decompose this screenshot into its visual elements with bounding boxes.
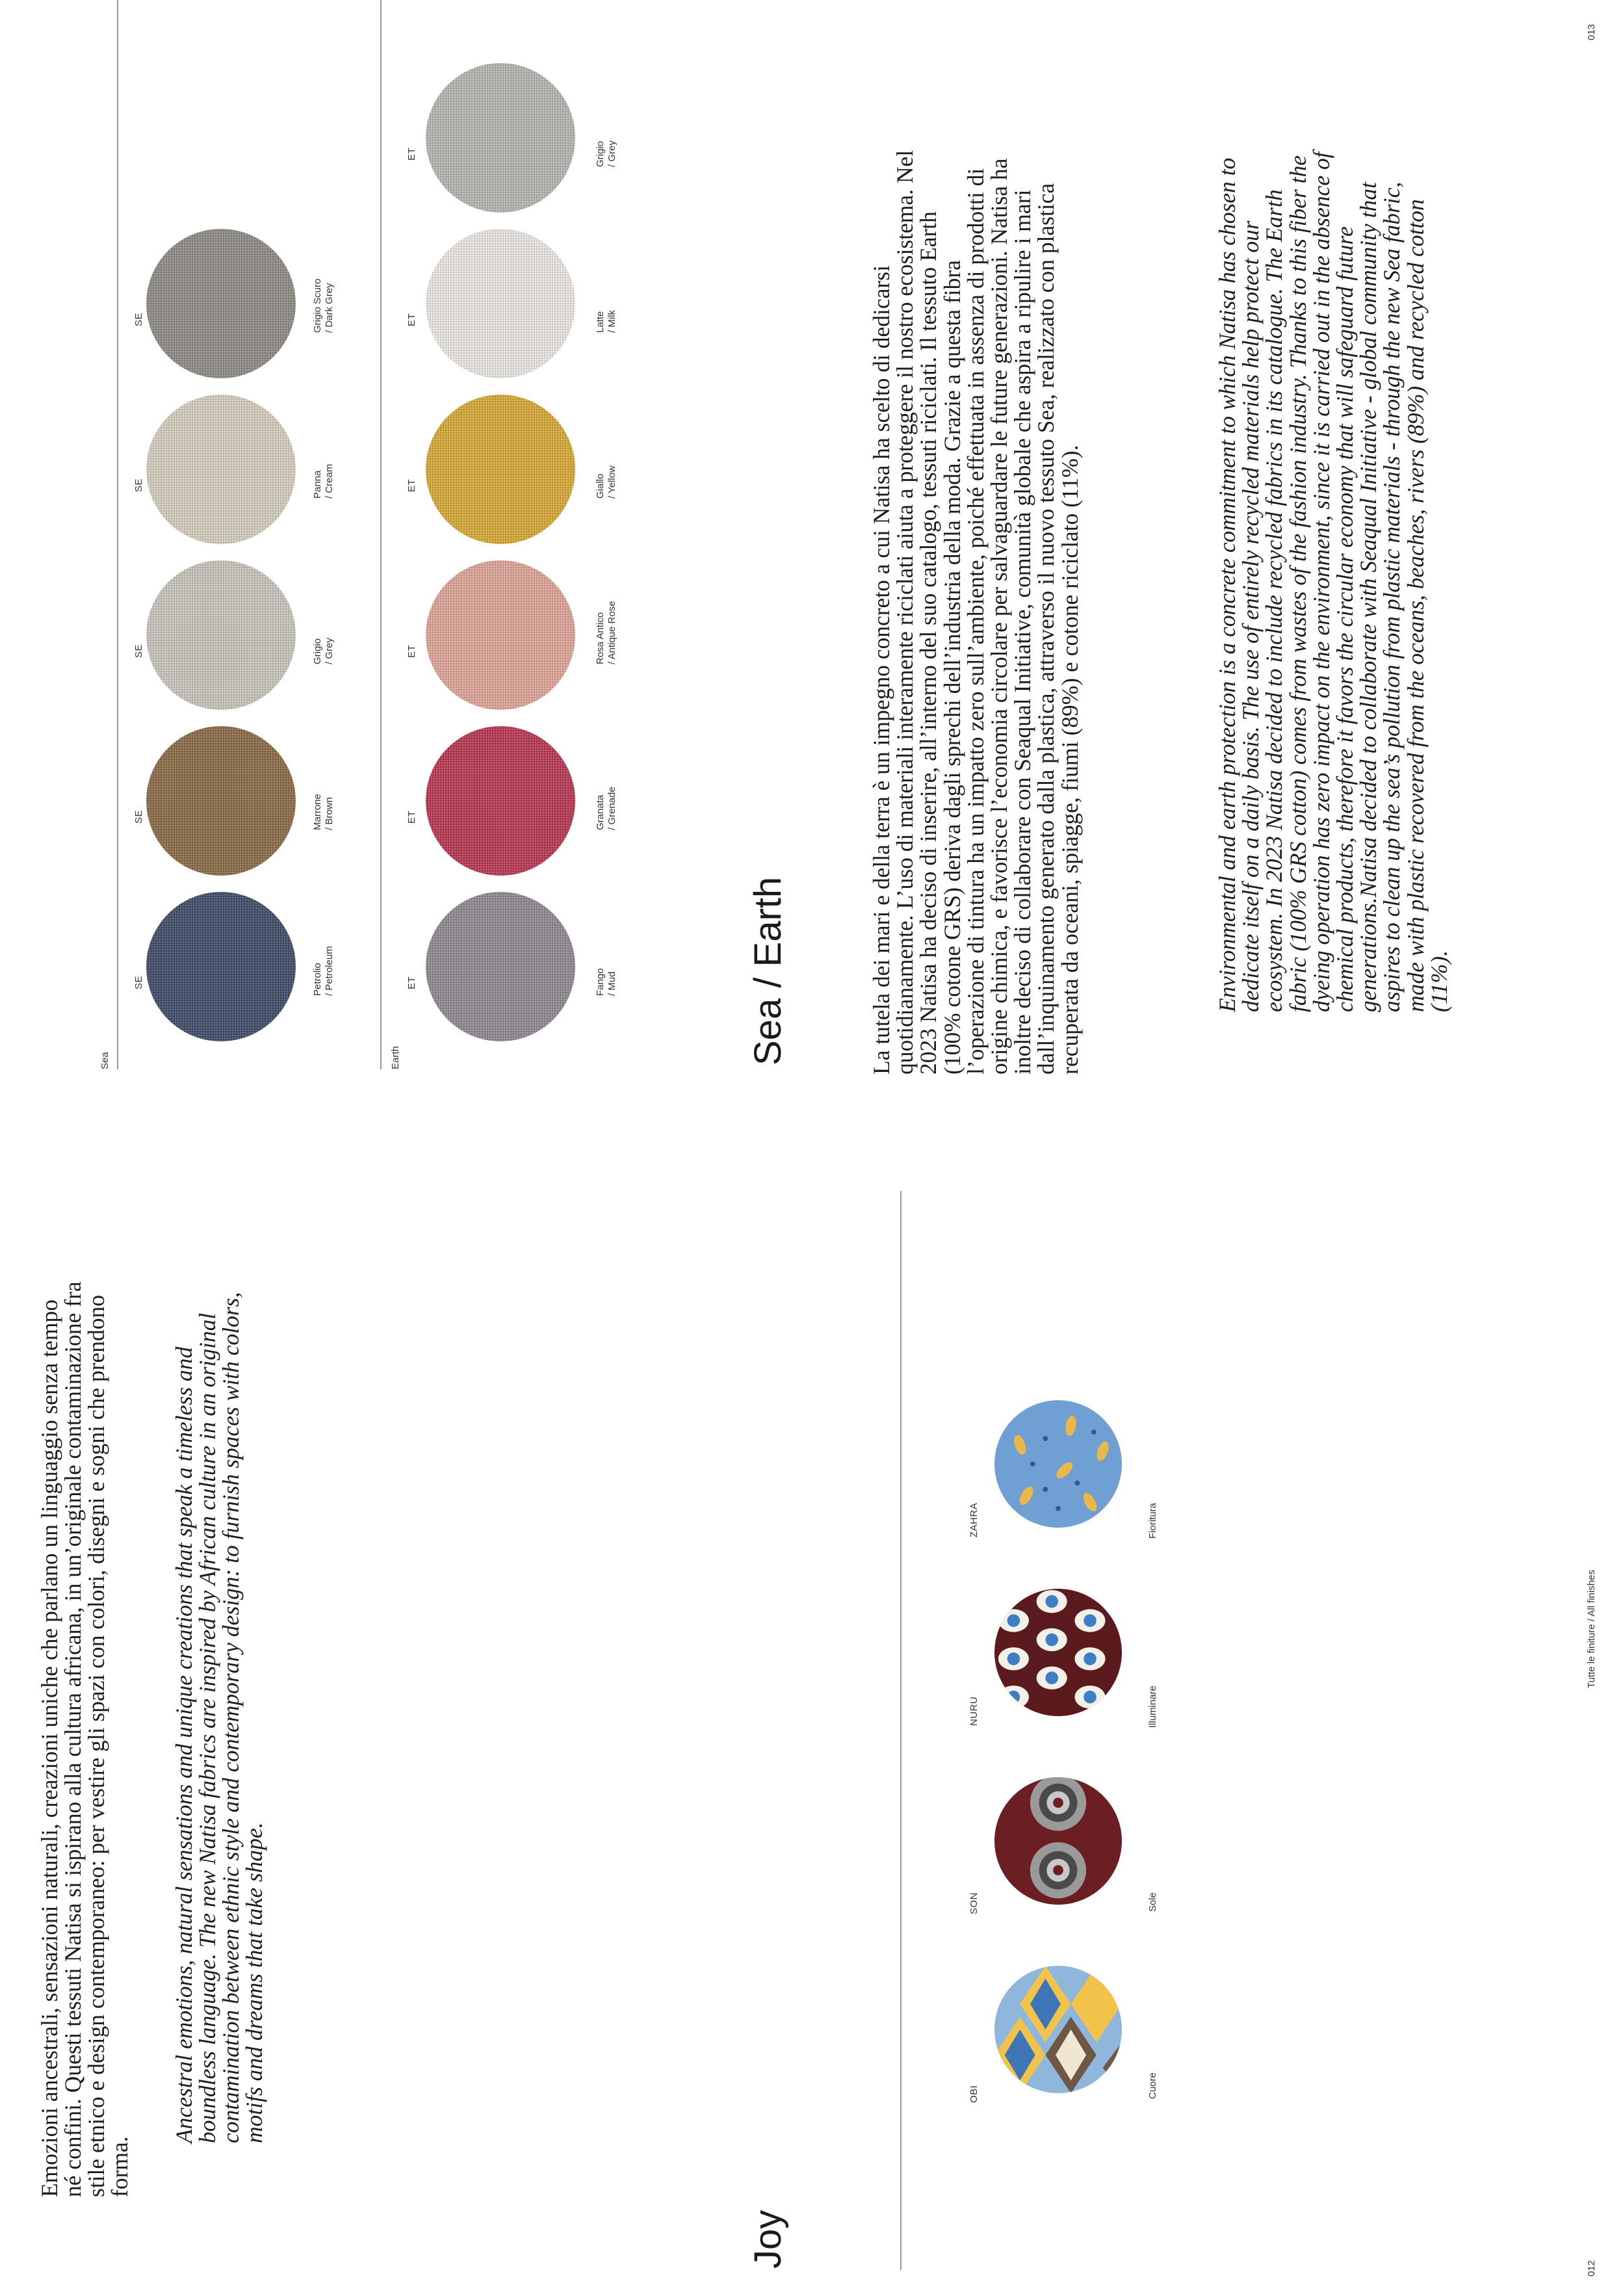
earth-swatch-label-it: Rosa Antico <box>595 612 606 664</box>
joy-swatch-obi <box>994 1966 1122 2093</box>
sea-swatch-code: SE <box>133 644 144 658</box>
obi-pattern-icon <box>994 1966 1122 2093</box>
sea-swatch-label-it: Panna <box>312 470 323 499</box>
earth-swatch-code: ET <box>406 976 417 989</box>
sea-swatch-label-it: Grigio <box>312 638 323 664</box>
page-number-right: 013 <box>1586 23 1597 40</box>
nuru-pattern-icon <box>994 1589 1122 1716</box>
earth-swatch-label-it: Granata <box>595 794 606 830</box>
earth-swatch-label-en: / Antique Rose <box>606 601 617 664</box>
joy-swatch-nuru <box>994 1589 1122 1716</box>
sea-swatch-label-en: / Grey <box>324 638 335 664</box>
earth-swatch-code: ET <box>406 644 417 658</box>
earth-swatch-code: ET <box>406 147 417 161</box>
earth-swatch-label-en: / Grey <box>606 140 617 167</box>
joy-intro-english: Ancestral emotions, natural sensations and unique creations that speak a timeless and boundless language. The new Natisa fabrics are inspired by African culture in an original contamination between ethnic style and contemporary design: to furnish spaces with colors, motifs and dreams that take shape. <box>171 1292 267 2143</box>
earth-swatch-label-en: / Milk <box>606 310 617 333</box>
earth-swatch-code: ET <box>406 478 417 492</box>
joy-swatch-zahra <box>994 1400 1122 1528</box>
sea-earth-body-english: Environmental and earth protection is a concrete commitment to which Natisa has chosen to dedicate itself on a daily basis. The use of entirely recycled materials help protect our ecosystem. In 2023 Natisa decided to include recycled fabrics in its catalogue. The Earth fabric (100% GRS cotton) comes from wastes of the fashion industry. Thanks to this fiber the dyeing operation has zero impact on the environment, since it is carried out in the absence of chemical products, therefore it favors the circular economy that will safeguard future generations.Natisa decided to collaborate with Seaqual Initiative - global community that aspires to clean up the sea’s pollution from plastic materials - through the new Sea fabric, made with plastic recovered from the oceans, beaches, rivers (89%) and recycled cotton (11%). <box>1214 151 1452 1012</box>
joy-swatch-son <box>994 1777 1122 1905</box>
joy-swatch-code-son: SON <box>968 1892 980 1914</box>
sea-section-label: Sea <box>99 1052 110 1069</box>
earth-swatch-code: ET <box>406 313 417 326</box>
joy-swatch-label-fioritura: Fioritura <box>1147 1502 1158 1539</box>
joy-title: Joy <box>747 2210 789 2269</box>
earth-swatch-label-en: / Yellow <box>606 465 617 499</box>
earth-swatch-label-it: Grigio <box>595 140 606 167</box>
earth-swatch-label-it: Latte <box>595 311 606 333</box>
earth-fabric-swatch <box>426 63 575 213</box>
sea-swatch-label-en: / Cream <box>324 463 335 499</box>
zahra-pattern-icon <box>994 1400 1122 1528</box>
sea-earth-title: Sea / Earth <box>747 876 789 1065</box>
earth-section-label: Earth <box>390 1046 401 1069</box>
sea-swatch-label-it: Petrolio <box>312 963 323 996</box>
earth-swatch-label-it: Giallo <box>595 473 606 499</box>
earth-swatch-label-en: / Grenade <box>606 787 617 830</box>
sea-swatch-code: SE <box>133 478 144 492</box>
sea-fabric-swatch <box>146 229 296 378</box>
earth-fabric-swatch <box>426 395 575 544</box>
earth-swatch-label-en: / Mud <box>606 971 617 996</box>
sea-swatch-code: SE <box>133 312 144 326</box>
joy-swatch-label-cuore: Cuore <box>1147 2072 1158 2099</box>
sea-earth-body-italian: La tutela dei mari e della terra è un impegno concreto a cui Natisa ha scelto di dedicarsi quotidianamente. L’uso di materiali interamente riciclati aiuta a proteggere il nostro ecosistema. Nel 2023 Natisa ha deciso di inserire, all’interno del suo catalogo, tessuti riciclati. Il tessuto Earth (100% cotone GRS) deriva dagli sprechi dell’industria della moda. Grazie a questa fibra l’operazione di tintura ha un impatto zero sull’ambiente, poiché effettuata in assenza di prodotti di origine chimica, e favorisce l’economia circolare per salvaguardare le future generazioni. Natisa ha inoltre deciso di collaborare con Seaqual Initiative, comunità globale che aspira a ripulire i mari dall’inquinamento generato dalla plastica, attraverso il nuovo tessuto Sea, realizzato con plastica recuperata da oceani, spiagge, fiumi (89%) e cotone riciclato (11%). <box>868 150 1083 1075</box>
footer-section-title: Tutte le finiture / All finishes <box>1586 1569 1597 1688</box>
sea-swatch-code: SE <box>133 975 144 989</box>
joy-swatch-code-obi: OBI <box>968 2085 980 2103</box>
son-pattern-icon <box>994 1777 1122 1905</box>
sea-swatch-label-en: / Petroleum <box>324 946 335 996</box>
earth-fabric-swatch <box>426 726 575 876</box>
joy-swatch-label-sole: Sole <box>1147 1892 1158 1912</box>
joy-intro-italian: Emozioni ancestrali, sensazioni naturali, creazioni uniche che parlano un linguaggio senza tempo né confini. Questi tessuti Natisa si ispirano alla cultura africana, in un’originale contaminazione fra stile etnico e design contemporaneo: per vestire gli spazi con colori, disegni e sogni che prendono forma. <box>36 1281 133 2197</box>
sea-swatch-label-en: / Dark Grey <box>324 283 335 333</box>
sea-fabric-swatch <box>146 560 296 710</box>
sea-swatch-label-it: Grigio Scuro <box>312 278 323 333</box>
sea-fabric-swatch <box>146 395 296 544</box>
joy-swatch-label-illuminare: Illuminare <box>1147 1685 1158 1728</box>
earth-fabric-swatch <box>426 560 575 710</box>
sea-swatch-label-en: / Brown <box>324 797 335 830</box>
earth-swatch-code: ET <box>406 810 417 824</box>
sea-divider <box>117 0 118 1069</box>
sea-fabric-swatch <box>146 892 296 1041</box>
joy-swatch-code-zahra: ZAHRA <box>968 1502 980 1537</box>
earth-divider <box>380 0 382 1069</box>
page-number-left: 012 <box>1586 2260 1597 2276</box>
joy-divider <box>900 1191 902 2270</box>
joy-swatch-code-nuru: NURU <box>968 1696 980 1726</box>
earth-fabric-swatch <box>426 892 575 1041</box>
earth-fabric-swatch <box>426 229 575 378</box>
sea-fabric-swatch <box>146 726 296 876</box>
sea-swatch-code: SE <box>133 809 144 824</box>
sea-swatch-label-it: Marrone <box>312 794 323 830</box>
earth-swatch-label-it: Fango <box>595 968 606 996</box>
